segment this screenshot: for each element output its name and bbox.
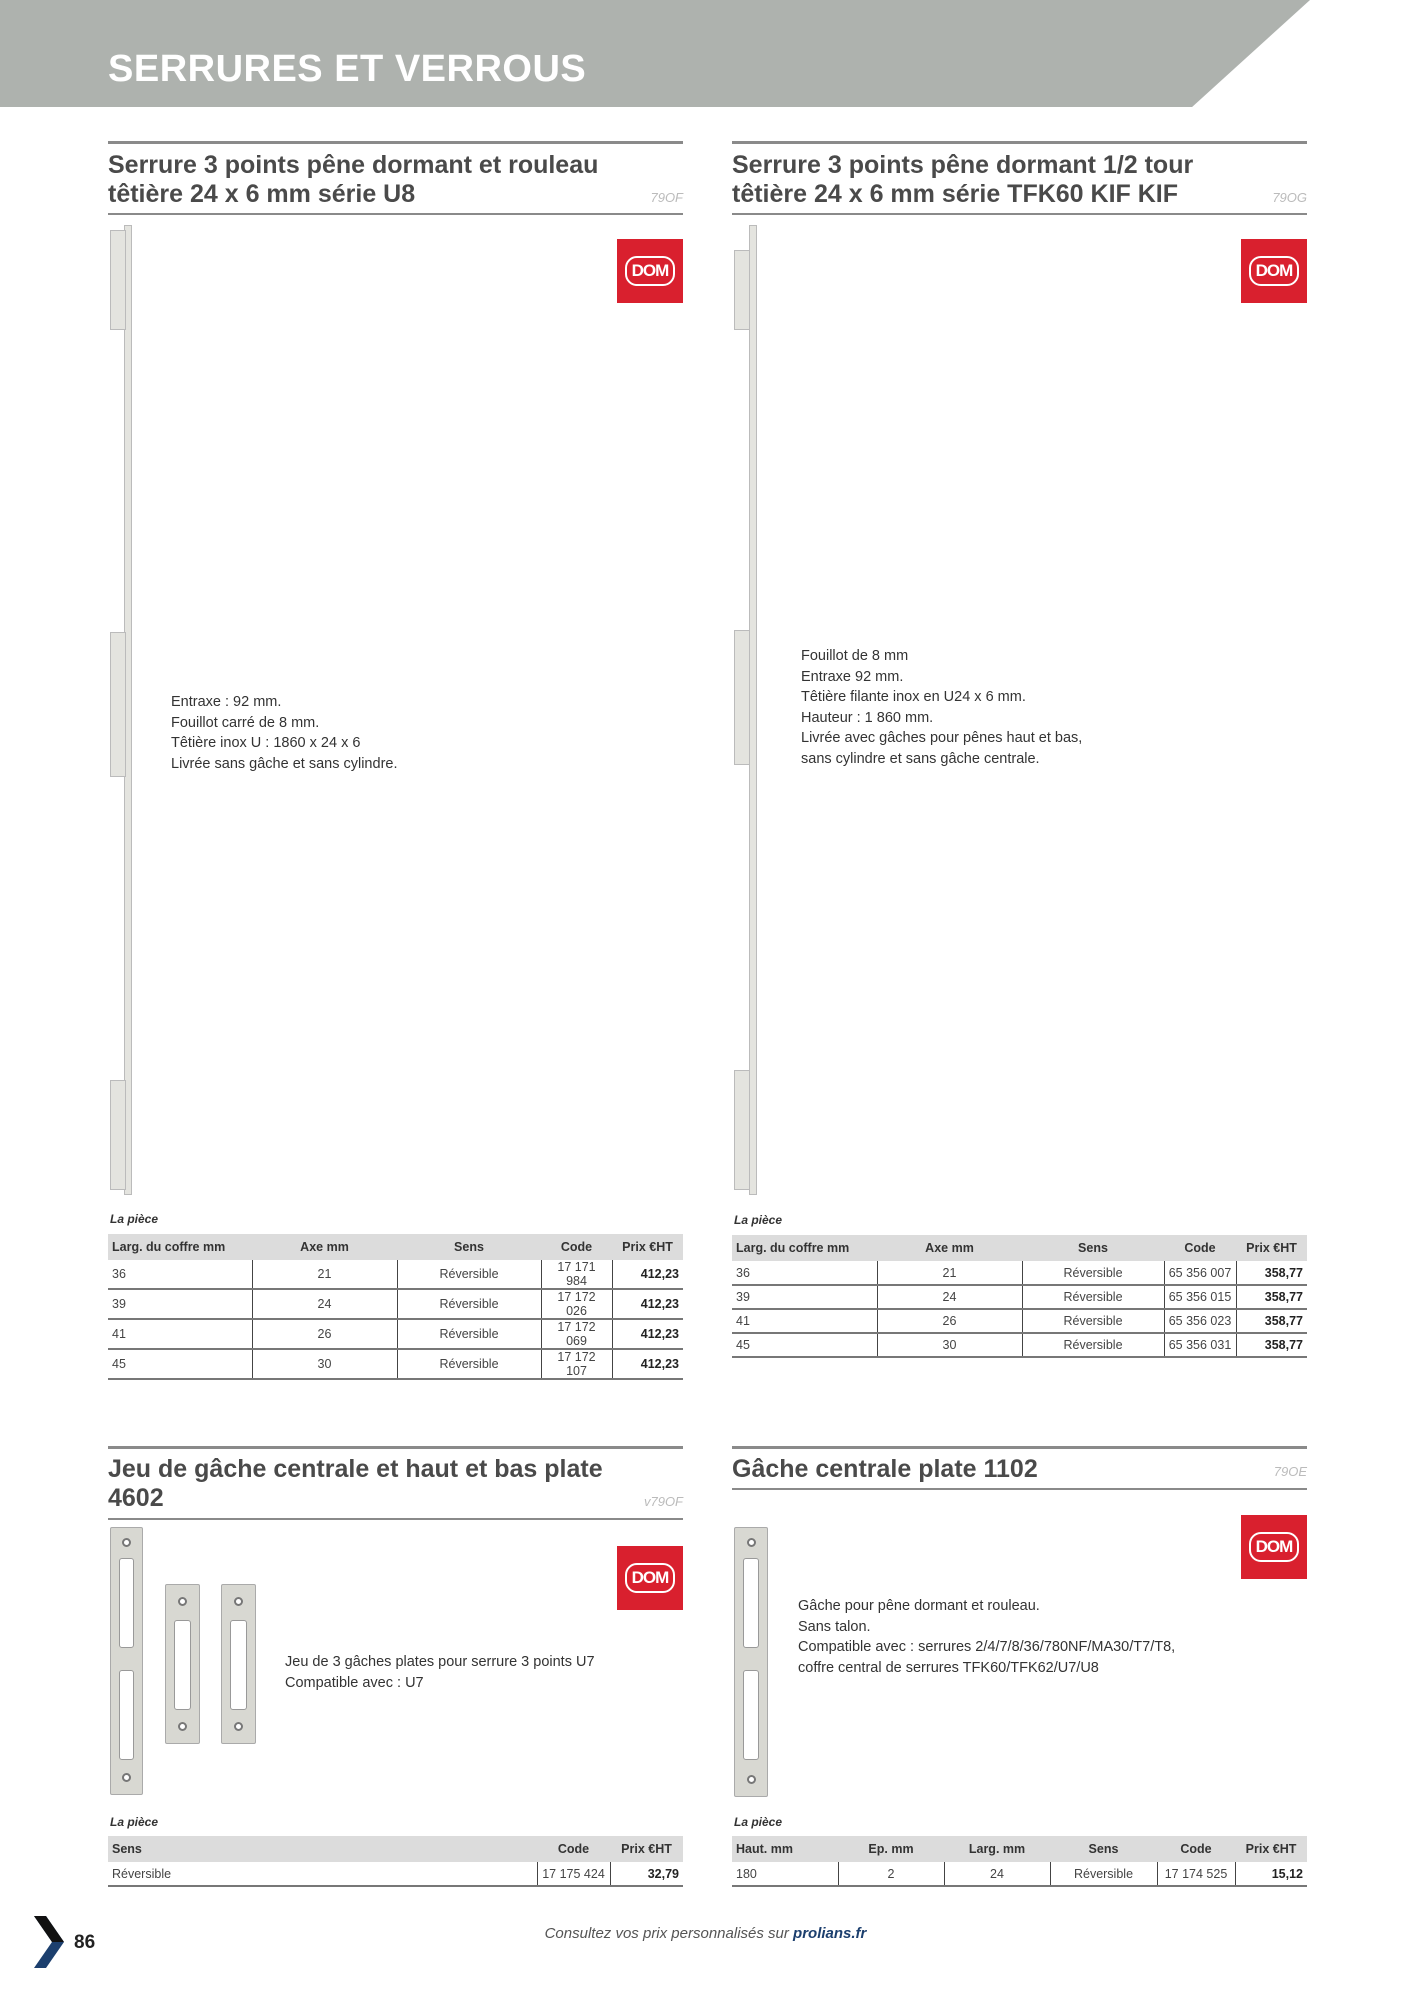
footer-text: Consultez vos prix personnalisés sur xyxy=(544,1925,794,1942)
table-row xyxy=(732,1285,1307,1309)
cell: 36 xyxy=(732,1261,877,1285)
cell: 65 356 015 xyxy=(1164,1285,1236,1309)
column-header: Ep. mm xyxy=(838,1836,944,1862)
column-header: Code xyxy=(537,1836,610,1862)
column-header: Prix €HT xyxy=(610,1836,683,1862)
table-header-row xyxy=(732,1836,1307,1862)
cell: 17 172 026 xyxy=(541,1289,612,1319)
price-cell: 412,23 xyxy=(612,1349,683,1379)
price-table xyxy=(732,1235,1307,1358)
column-header: Axe mm xyxy=(252,1234,397,1260)
cell: 30 xyxy=(877,1333,1022,1357)
cell: Réversible xyxy=(397,1319,541,1349)
dom-brand-logo: DOM xyxy=(617,239,683,303)
table-header-row xyxy=(108,1836,683,1862)
product-ref: 79OF xyxy=(650,190,683,205)
prolians-link[interactable]: prolians.fr xyxy=(793,1925,867,1942)
table-row xyxy=(732,1261,1307,1285)
dom-brand-logo: DOM xyxy=(617,1546,683,1610)
price-cell: 358,77 xyxy=(1236,1261,1307,1285)
lock-bottom-bolt-image xyxy=(110,1080,126,1190)
product-ref: v79OF xyxy=(643,1494,683,1509)
cell: Réversible xyxy=(1022,1309,1164,1333)
column-header: Code xyxy=(1164,1235,1236,1261)
cell: 65 356 031 xyxy=(1164,1333,1236,1357)
page-number: 86 xyxy=(74,1932,96,1953)
table-row xyxy=(108,1862,683,1886)
table-row xyxy=(108,1289,683,1319)
unit-label: La pièce xyxy=(734,1213,783,1227)
product-title: Gâche centrale plate 1102 xyxy=(732,1455,1038,1483)
dom-brand-logo: DOM xyxy=(1241,1515,1307,1579)
strike-plate-image xyxy=(221,1584,256,1744)
cell: 65 356 007 xyxy=(1164,1261,1236,1285)
column-header: Larg. du coffre mm xyxy=(108,1234,252,1260)
cell: 26 xyxy=(252,1319,397,1349)
table-row xyxy=(732,1333,1307,1357)
column-header: Code xyxy=(1157,1836,1235,1862)
price-table xyxy=(108,1836,683,1887)
product-title: Serrure 3 points pêne dormant et rouleau têtière 24 x 6 mm série U8 xyxy=(108,151,599,208)
table-row xyxy=(108,1349,683,1379)
cell: 36 xyxy=(108,1260,252,1289)
column-header: Sens xyxy=(397,1234,541,1260)
strike-plate-image xyxy=(165,1584,200,1744)
lock-body-image xyxy=(110,632,126,777)
cell: 17 172 107 xyxy=(541,1349,612,1379)
cell: 17 172 069 xyxy=(541,1319,612,1349)
cell: 39 xyxy=(732,1285,877,1309)
product-ref: 79OE xyxy=(1273,1464,1307,1479)
price-table xyxy=(108,1234,683,1380)
footer-note xyxy=(0,1925,1411,1942)
table-row xyxy=(108,1319,683,1349)
column-header: Prix €HT xyxy=(1235,1836,1307,1862)
cell: 24 xyxy=(877,1285,1022,1309)
divider xyxy=(108,141,683,144)
price-cell: 15,12 xyxy=(1235,1862,1307,1886)
cell: 39 xyxy=(108,1289,252,1319)
column-header: Prix €HT xyxy=(1236,1235,1307,1261)
price-cell: 358,77 xyxy=(1236,1309,1307,1333)
cell: 17 171 984 xyxy=(541,1260,612,1289)
unit-label: La pièce xyxy=(110,1212,159,1226)
column-header: Prix €HT xyxy=(612,1234,683,1260)
price-cell: 358,77 xyxy=(1236,1285,1307,1309)
product-description: Jeu de 3 gâches plates pour serrure 3 points U7 Compatible avec : U7 xyxy=(285,1654,595,1691)
product-description: Gâche pour pêne dormant et rouleau. Sans talon. Compatible avec : serrures 2/4/7/8/36/780NF/MA30/T7/T8, coffre central de serrures TFK60/TFK62/U7/U8 xyxy=(798,1598,1176,1676)
cell: 30 xyxy=(252,1349,397,1379)
column-header: Axe mm xyxy=(877,1235,1022,1261)
product-description: Entraxe : 92 mm. Fouillot carré de 8 mm. Têtière inox U : 1860 x 24 x 6 Livrée sans gâche et sans cylindre. xyxy=(171,694,398,772)
divider xyxy=(108,213,683,215)
lock-body-image xyxy=(734,630,750,765)
strike-plate-image xyxy=(110,1527,143,1795)
divider xyxy=(732,1488,1307,1490)
table-row xyxy=(732,1309,1307,1333)
cell: 180 xyxy=(732,1862,838,1886)
column-header: Sens xyxy=(108,1836,537,1862)
cell: Réversible xyxy=(397,1289,541,1319)
cell: 17 175 424 xyxy=(537,1862,610,1886)
product-ref: 79OG xyxy=(1272,190,1307,205)
lock-bottom-bolt-image xyxy=(734,1070,750,1190)
divider xyxy=(108,1446,683,1449)
cell: Réversible xyxy=(108,1862,537,1886)
cell: Réversible xyxy=(397,1260,541,1289)
price-cell: 412,23 xyxy=(612,1260,683,1289)
unit-label: La pièce xyxy=(110,1815,159,1829)
cell: 41 xyxy=(108,1319,252,1349)
price-cell: 412,23 xyxy=(612,1319,683,1349)
cell: 24 xyxy=(944,1862,1050,1886)
cell: 26 xyxy=(877,1309,1022,1333)
column-header: Code xyxy=(541,1234,612,1260)
column-header: Larg. mm xyxy=(944,1836,1050,1862)
price-cell: 32,79 xyxy=(610,1862,683,1886)
column-header: Haut. mm xyxy=(732,1836,838,1862)
column-header: Sens xyxy=(1022,1235,1164,1261)
cell: 17 174 525 xyxy=(1157,1862,1235,1886)
cell: 21 xyxy=(252,1260,397,1289)
table-row xyxy=(732,1862,1307,1886)
cell: Réversible xyxy=(1050,1862,1157,1886)
divider xyxy=(732,213,1307,215)
product-title: Jeu de gâche centrale et haut et bas plate 4602 xyxy=(108,1455,603,1512)
column-header: Larg. du coffre mm xyxy=(732,1235,877,1261)
column-header: Sens xyxy=(1050,1836,1157,1862)
page-title: SERRURES ET VERROUS xyxy=(108,48,587,90)
cell: Réversible xyxy=(1022,1333,1164,1357)
lock-faceplate-image xyxy=(749,225,757,1195)
table-row xyxy=(108,1260,683,1289)
price-table xyxy=(732,1836,1307,1887)
cell: 41 xyxy=(732,1309,877,1333)
price-cell: 412,23 xyxy=(612,1289,683,1319)
dom-brand-logo: DOM xyxy=(1241,239,1307,303)
price-cell: 358,77 xyxy=(1236,1333,1307,1357)
cell: 65 356 023 xyxy=(1164,1309,1236,1333)
divider xyxy=(732,141,1307,144)
cell: Réversible xyxy=(1022,1285,1164,1309)
table-header-row xyxy=(108,1234,683,1260)
cell: Réversible xyxy=(1022,1261,1164,1285)
cell: 45 xyxy=(732,1333,877,1357)
page-chevron-icon xyxy=(34,1916,64,1968)
divider xyxy=(732,1446,1307,1449)
cell: 2 xyxy=(838,1862,944,1886)
divider xyxy=(108,1518,683,1520)
cell: 45 xyxy=(108,1349,252,1379)
lock-top-bolt-image xyxy=(734,250,750,330)
strike-plate-image xyxy=(734,1527,768,1797)
cell: Réversible xyxy=(397,1349,541,1379)
cell: 24 xyxy=(252,1289,397,1319)
cell: 21 xyxy=(877,1261,1022,1285)
unit-label: La pièce xyxy=(734,1815,783,1829)
product-description: Fouillot de 8 mm Entraxe 92 mm. Têtière filante inox en U24 x 6 mm. Hauteur : 1 860 mm. Livrée avec gâches pour pênes haut et bas, sans cylindre et sans gâche centrale. xyxy=(801,648,1083,767)
lock-top-bolt-image xyxy=(110,230,126,330)
product-title: Serrure 3 points pêne dormant 1/2 tour têtière 24 x 6 mm série TFK60 KIF KIF xyxy=(732,151,1194,208)
table-header-row xyxy=(732,1235,1307,1261)
